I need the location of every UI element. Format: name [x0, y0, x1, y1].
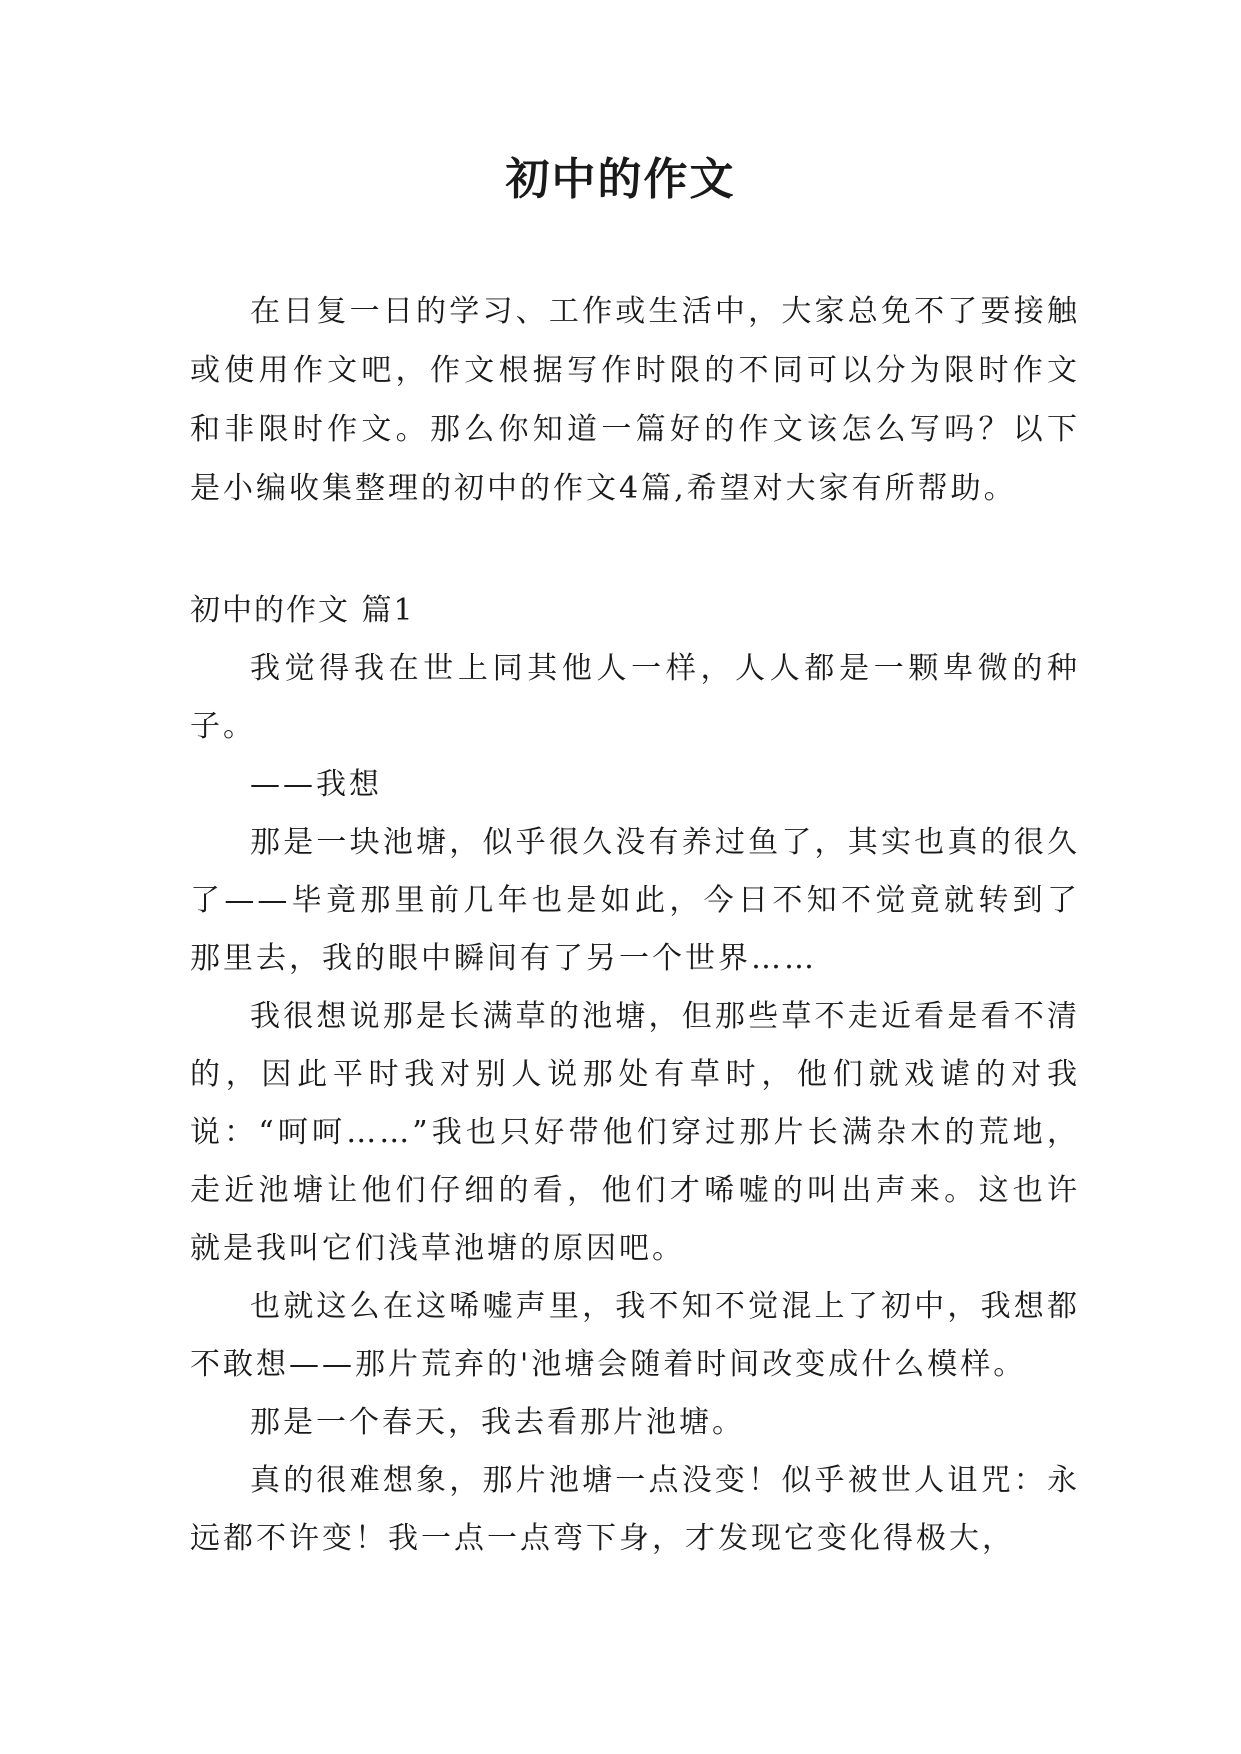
section-heading: 初中的作文 篇1: [190, 593, 415, 628]
essay-section-1: [190, 582, 1080, 1568]
paragraph-3: 那是一块池塘，似乎很久没有养过鱼了，其实也真的很久了——毕竟那里前几年也是如此，今日不知不觉竟就转到了那里去，我的眼中瞬间有了另一个世界……: [190, 825, 1080, 976]
paragraph-4: 我很想说那是长满草的池塘，但那些草不走近看是看不清的，因此平时我对别人说那处有草时，他们就戏谑的对我说：“呵呵……”我也只好带他们穿过那片长满杂木的荒地，走近池塘让他们仔细的看，他们才唏嘘的叫出声来。这也许就是我叫它们浅草池塘的原因吧。: [190, 999, 1080, 1266]
paragraph-6: 那是一个春天，我去看那片池塘。: [250, 1405, 745, 1440]
paragraph-2: ——我想: [250, 767, 382, 802]
page-title: 初中的作文: [505, 154, 736, 205]
intro-paragraph: 在日复一日的学习、工作或生活中，大家总免不了要接触或使用作文吧，作文根据写作时限的不同可以分为限时作文和非限时作文。那么你知道一篇好的作文该怎么写吗？以下是小编收集整理的初中的作文4篇,希望对大家有所帮助。: [190, 294, 1080, 506]
paragraph-5: 也就这么在这唏嘘声里，我不知不觉混上了初中，我想都不敢想——那片荒弃的'池塘会随着时间改变成什么模样。: [190, 1289, 1080, 1382]
intro-block: [190, 282, 1080, 518]
paragraph-7: 真的很难想象，那片池塘一点没变！似乎被世人诅咒：永远都不许变！我一点一点弯下身，才发现它变化得极大，: [190, 1463, 1080, 1556]
paragraph-1: 我觉得我在世上同其他人一样，人人都是一颗卑微的种子。: [190, 651, 1080, 744]
